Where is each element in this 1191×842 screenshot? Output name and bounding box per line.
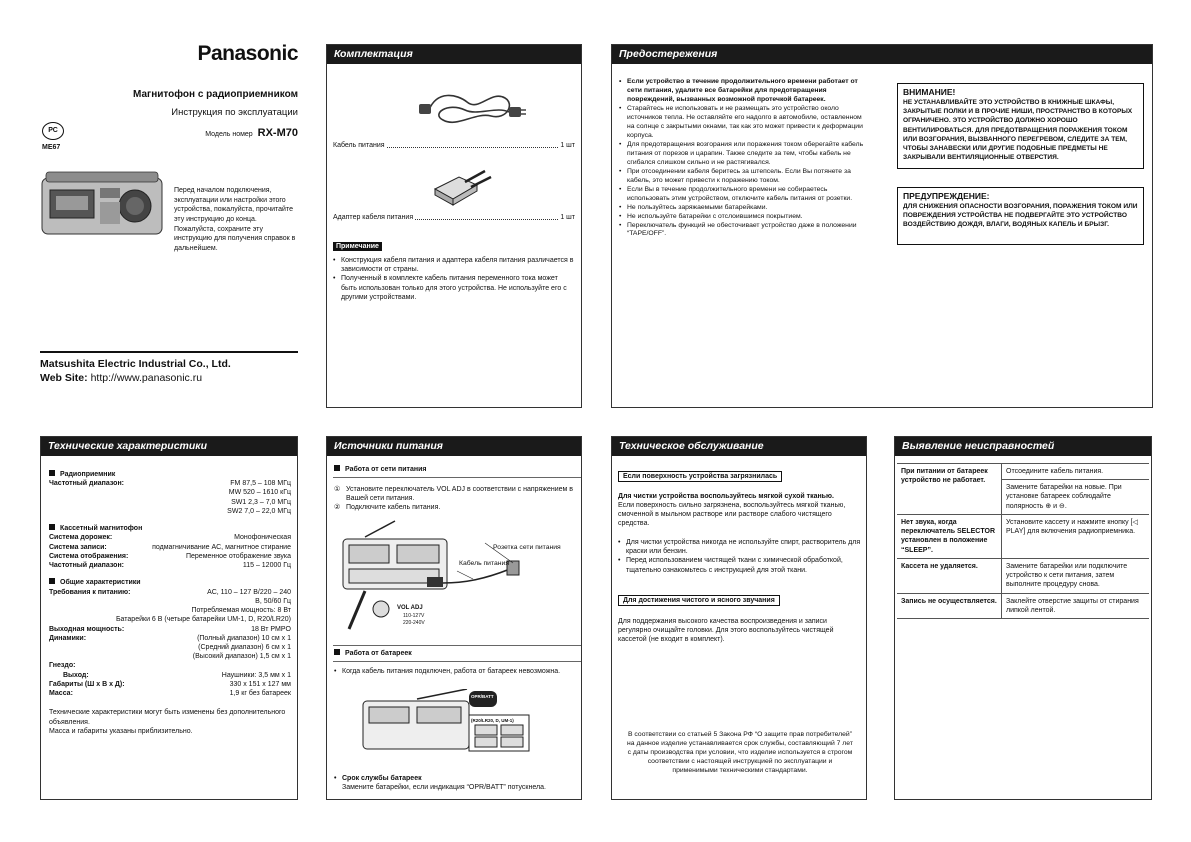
- precaution-item: • Если Вы в течение продолжительного времени не собираетесь использовать этим устройством, отключите кабель питания от розетки.: [619, 186, 867, 204]
- radio-freq-value: SW1 2,3 – 7,0 МГц: [231, 498, 291, 506]
- speaker-value: (Высокий диапазон) 1,5 см x 1: [192, 653, 291, 661]
- battery-notes: [334, 667, 576, 676]
- model-number: RX-M70: [257, 127, 298, 139]
- precaution-item: • Переключатель функций не обесточивает устройство даже в положении “TAPE/OFF”.: [619, 222, 867, 240]
- tape-section-title: Кассетный магнитофон: [49, 524, 291, 533]
- specs-header: Технические характеристики: [41, 437, 297, 456]
- radio-illustration: [40, 168, 166, 242]
- web-url[interactable]: http://www.panasonic.ru: [90, 372, 203, 384]
- solution-cell: Установите кассету и нажмите кнопку [◁ PLAY] для включения радиоприемника.: [1006, 518, 1138, 536]
- battery-note: • Когда кабель питания подключен, работа от батареек невозможна.: [334, 667, 576, 676]
- web-label: Web Site:: [40, 372, 88, 384]
- kit-item-cord-label: Кабель питания: [333, 142, 385, 149]
- maintenance-box-surface: Если поверхность устройства загрязнилась: [618, 471, 782, 482]
- specs-footnote: Технические характеристики могут быть изменены без дополнительного объявления.: [49, 709, 286, 726]
- kit-item-cord: [333, 141, 575, 150]
- table-row: [897, 593, 1149, 618]
- kit-item-adapter-label: Адаптер кабеля питания: [333, 214, 414, 221]
- radio-freq-row: [49, 479, 291, 488]
- precautions-panel: [611, 44, 1153, 408]
- dimensions-row: Габариты (Ш x В x Д): 330 x 151 x 127 мм: [49, 680, 291, 688]
- speaker-value: (Средний диапазон) 6 см x 1: [198, 643, 291, 651]
- model-line: [205, 126, 298, 141]
- radio-freq-value: SW2 7,0 – 22,0 МГц: [227, 507, 291, 515]
- caution-box: [897, 187, 1144, 245]
- specs-footnote: Масса и габариты указаны приблизительно.: [49, 727, 193, 735]
- troubleshooting-table: [897, 463, 1149, 619]
- maintenance-bullet: • Перед использованием чистящей ткани с химической обработкой, тщательно ознакомьтесь с инструкцией для этой ткани.: [618, 556, 862, 574]
- precaution-item: • Если устройство в течение продолжительного времени работает от сети питания, удалите все батарейки для предотвращения повреждений, вызванных возможной протечкой батареек.: [619, 78, 867, 105]
- battery-life-text: Замените батарейки, если индикация “OPR/BATT” потускнела.: [342, 784, 546, 791]
- precaution-item: • Старайтесь не использовать и не размещать это устройство около источников тепла. Не оставляйте его надолго в автомобиле, оставленном на солнце с закрытыми окнами, так как это может привести к деформации корпуса.: [619, 105, 867, 141]
- battery-divider: [333, 661, 581, 662]
- plug-adapter-illustration: [425, 165, 495, 213]
- radio-freq-label: Частотный диапазон:: [49, 480, 125, 488]
- battery-section-title: Работа от батареек: [334, 649, 412, 658]
- warning-box: [897, 83, 1144, 169]
- brand-logo: Panasonic: [197, 42, 298, 65]
- power-req-value: В, 50/60 Гц: [255, 597, 291, 605]
- label-battery-type: (R20/LR20, D, UM-1): [471, 718, 514, 723]
- problem-cell: Запись не осуществляется.: [897, 594, 1002, 618]
- precaution-item: • Не используйте батарейки с отслоившимся покрытием.: [619, 213, 867, 222]
- solution-cell: Замените батарейки на новые. При установке батареек соблюдайте полярность ⊕ и ⊖.: [1006, 484, 1122, 510]
- jack-label: Гнездо:: [49, 662, 76, 670]
- troubleshooting-header: Выявление неисправностей: [895, 437, 1151, 456]
- specs-panel: [40, 436, 298, 800]
- specs-body: [49, 470, 291, 736]
- kit-note-item: • Конструкция кабеля питания и адаптера кабеля питания различается в зависимости от страны.: [333, 256, 575, 274]
- power-req-row: Требования к питанию: AC, 110 – 127 В/220 – 240: [49, 588, 291, 596]
- warning-text: НЕ УСТАНАВЛИВАЙТЕ ЭТО УСТРОЙСТВО В КНИЖНЫЕ ШКАФЫ, ЗАКРЫТЫЕ ПОЛКИ И В ПРОЧИЕ НИШИ, ПРОСТРАНСТВО В КОТОРЫХ ОГРАНИЧЕНО. ЭТО УСТРОЙСТВО ДОЛЖНО ХОРОШО ВЕНТИЛИРОВАТЬСЯ. ДЛЯ ПРЕДОТВРАЩЕНИЯ ПОРАЖЕНИЯ ТОКОМ ИЛИ ВОЗГОРАНИЯ, ВЫЗВАННОГО ПЕРЕГРЕВОМ, СЛЕДИТЕ ЗА ТЕМ, ЧТОБЫ ЗАНАВЕСКИ ИЛИ ДРУГИЕ ПОДОБНЫЕ ПРЕДМЕТЫ НЕ ЗАКРЫВАЛИ ВЕНТИЛЯЦИОННЫЕ ОТВЕРСТИЯ.: [903, 99, 1133, 161]
- table-row: [897, 514, 1149, 558]
- kit-item-adapter-leader: [415, 213, 558, 220]
- label-opr-batt: OPR/BATT: [471, 694, 494, 699]
- problem-cell: Кассета не удаляется.: [897, 559, 1002, 593]
- kit-panel: [326, 44, 582, 408]
- radio-section-title: Радиоприемник: [49, 470, 291, 479]
- label-voltage-2: 220-240V: [403, 620, 425, 626]
- cert-code: ME67: [42, 144, 61, 151]
- battery-spec: Батарейки 6 В (четыре батарейки UM-1, D, R20/LR20): [115, 616, 291, 624]
- model-prefix: Модель номер: [205, 131, 253, 138]
- warning-title: ВНИМАНИЕ!: [903, 87, 956, 97]
- precautions-list: [619, 78, 867, 239]
- mains-connection-illustration: [335, 519, 577, 643]
- label-outlet: Розетка сети питания: [493, 544, 561, 551]
- output-jack-row: Выход: Наушники: 3,5 мм x 1: [63, 671, 291, 679]
- kit-item-adapter: [333, 213, 575, 222]
- cover-section: [40, 40, 298, 410]
- maintenance-heads-text: Для поддержания высокого качества воспроизведения и записи регулярно очищайте головки. Для этого воспользуйтесь чистящей кассетой (не входит в комплект).: [618, 618, 834, 644]
- tape-spec-row: Система дорожек: Монофоническая: [49, 534, 291, 542]
- label-cable: Кабель питания: [459, 560, 510, 567]
- kit-note-label: Примечание: [333, 242, 382, 251]
- maintenance-bullets: [618, 538, 862, 575]
- kit-note-item: • Полученный в комплекте кабель питания переменного тока может быть использован только для этого устройства. Не используйте его с другими устройствами.: [333, 274, 575, 302]
- maintenance-panel: [611, 436, 867, 800]
- troubleshooting-panel: [894, 436, 1152, 800]
- solution-cell: Заклейте отверстие защиты от стирания липкой лентой.: [1006, 597, 1139, 614]
- mains-divider: [333, 477, 581, 478]
- caution-title: ПРЕДУПРЕЖДЕНИЕ:: [903, 191, 990, 201]
- precaution-item: • Для предотвращения возгорания или поражения током оберегайте кабель питания от порезов и царапин. Также следите за тем, чтобы кабель не сгибался слишком сильно и не растягивался.: [619, 141, 867, 168]
- power-panel: [326, 436, 582, 800]
- intro-text: Перед началом подключения, эксплуатации или настройки этого устройства, пожалуйста, прочитайте эту инструкцию до конца. Пожалуйста, сохраните эту инструкцию для получения справок в дальнейшем.: [174, 187, 296, 252]
- power-cord-illustration: [417, 80, 527, 140]
- kit-note-title: [333, 242, 382, 251]
- mains-steps: [334, 485, 576, 513]
- speakers-row: Динамики: (Полный диапазон) 10 см x 1: [49, 634, 291, 642]
- precautions-header: Предостережения: [612, 45, 1152, 64]
- general-section-title: Общие характеристики: [49, 578, 291, 587]
- solution-cell: Отсоедините кабель питания.: [1002, 464, 1149, 480]
- label-voladj: VOL ADJ: [397, 605, 423, 611]
- maintenance-header: Техническое обслуживание: [612, 437, 866, 456]
- battery-life-title: • Срок службы батареек: [334, 774, 578, 783]
- certification-mark: [42, 122, 64, 140]
- mass-row: Масса: 1,9 кг без батареек: [49, 690, 291, 698]
- battery-life: [334, 774, 578, 783]
- problem-cell: При питании от батареек устройство не работает.: [897, 464, 1002, 514]
- cert-mark-text: РС: [48, 127, 58, 134]
- web-line: [40, 372, 202, 386]
- manual-subtitle: Инструкция по эксплуатации: [171, 107, 298, 118]
- mains-section-title: Работа от сети питания: [334, 465, 426, 474]
- mains-step: ① Установите переключатель VOL ADJ в соответствии с напряжением в Вашей сети питания.: [334, 486, 573, 503]
- maintenance-box-sound: Для достижения чистого и ясного звучания: [618, 595, 780, 606]
- product-title: Магнитофон с радиоприемником: [133, 89, 298, 100]
- kit-item-cord-qty: 1 шт: [560, 142, 575, 149]
- radio-freq-value: MW 520 – 1610 кГц: [228, 489, 291, 497]
- label-voltage-1: 110-127V: [403, 613, 425, 619]
- kit-notes-list: [333, 256, 575, 302]
- kit-item-adapter-qty: 1 шт: [560, 214, 575, 221]
- precaution-item: • Не пользуйтесь заряжаемыми батарейками.: [619, 204, 867, 213]
- problem-cell: Нет звука, когда переключатель SELECTOR установлен в положение “SLEEP”.: [897, 515, 1002, 558]
- power-consumption: Потребляемая мощность: 8 Вт: [191, 607, 291, 615]
- maintenance-bullet: • Для чистки устройства никогда не используйте спирт, растворитель для краски или бензин.: [618, 538, 862, 556]
- tape-spec-row: Частотный диапазон: 115 – 12000 Гц: [49, 562, 291, 570]
- caution-text: ДЛЯ СНИЖЕНИЯ ОПАСНОСТИ ВОЗГОРАНИЯ, ПОРАЖЕНИЯ ТОКОМ ИЛИ ПОВРЕЖДЕНИЯ УСТРОЙСТВА НЕ ПОДВЕРГАЙТЕ ЭТО УСТРОЙСТВО ВОЗДЕЙСТВИЮ ДОЖДЯ, ВЛАГИ, ВОДЯНЫХ КАПЕЛЬ И БРЫЗГ.: [903, 203, 1138, 229]
- radio-freq-value: FM 87,5 – 108 МГц: [230, 480, 291, 488]
- kit-header: Комплектация: [327, 45, 581, 64]
- company-name: Matsushita Electric Industrial Co., Ltd.: [40, 358, 231, 370]
- maintenance-lead: Для чистки устройства воспользуйтесь мягкой сухой тканью.: [618, 493, 834, 500]
- battery-divider: [333, 645, 581, 646]
- solution-cell: Замените батарейки или подключите устройство к сети питания, затем выполните процедуру снова.: [1006, 562, 1128, 589]
- cover-divider: [40, 351, 298, 353]
- tape-spec-row: Система отображения: Переменное отображение звука: [49, 552, 291, 560]
- power-header: Источники питания: [327, 437, 581, 456]
- maintenance-text: Если поверхность сильно загрязнена, воспользуйтесь мягкой тканью, смоченной в мыльном растворе или растворе слабого чистящего средства.: [618, 502, 846, 528]
- service-life-notice: В соответствии со статьей 5 Закона РФ “О защите прав потребителей” на данное изделие устанавливается срок службы, составляющий 7 лет с даты производства при условии, что изделие используется в строгом соответствии с настоящей инструкцией по эксплуатации и применимыми техническими стандартами.: [627, 731, 853, 774]
- battery-illustration: [357, 689, 537, 769]
- kit-item-cord-leader: [387, 141, 559, 148]
- tape-spec-row: Система записи: подмагничивание AC, магнитное стирание: [49, 543, 291, 551]
- mains-step: ② Подключите кабель питания.: [334, 504, 441, 512]
- table-row: [897, 463, 1149, 514]
- table-row: [897, 558, 1149, 593]
- output-power-row: Выходная мощность: 18 Вт PMPO: [49, 625, 291, 633]
- precaution-item: • При отсоединении кабеля беритесь за штепсель. Если Вы потянете за кабель, это может привести к поражению током.: [619, 168, 867, 186]
